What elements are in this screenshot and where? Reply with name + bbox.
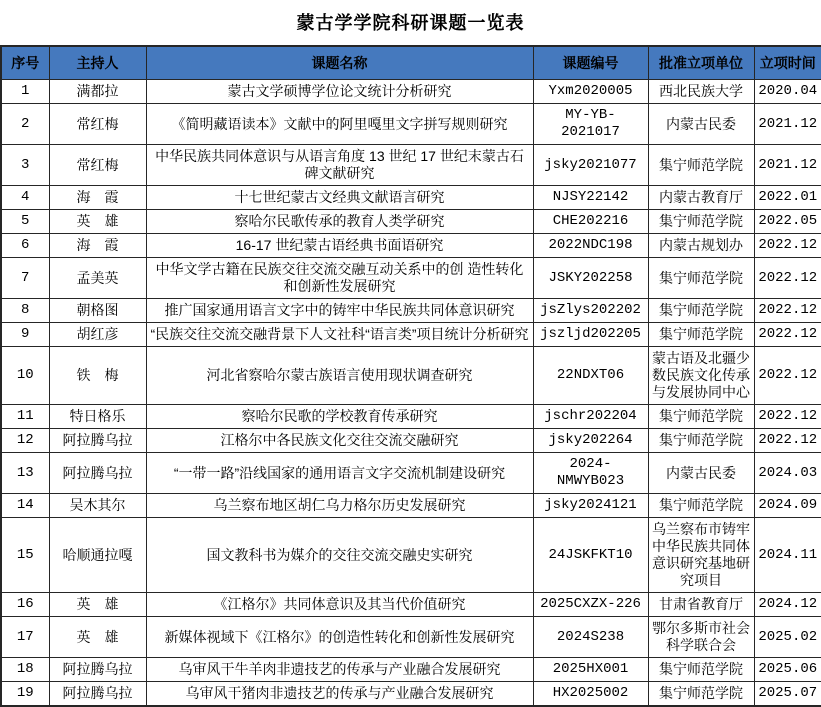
cell-project-code: jszljd202205 [533, 323, 648, 347]
cell-project-code: Yxm2020005 [533, 80, 648, 104]
table-row [1, 145, 821, 186]
cell-approving-unit: 集宁师范学院 [648, 323, 754, 347]
cell-row-number: 4 [1, 186, 49, 210]
cell-row-number: 11 [1, 405, 49, 429]
cell-project-name: 国文教科书为媒介的交往交流交融史实研究 [146, 518, 533, 593]
page-title: 蒙古学学院科研课题一览表 [296, 13, 525, 33]
cell-row-number: 12 [1, 429, 49, 453]
cell-project-name: 乌审风干牛羊肉非遗技艺的传承与产业融合发展研究 [146, 658, 533, 682]
cell-approval-date: 2022.12 [754, 323, 821, 347]
cell-approving-unit: 集宁师范学院 [648, 405, 754, 429]
cell-leader: 英 雄 [49, 210, 146, 234]
col-header-approving-unit: 批准立项单位 [648, 46, 754, 80]
table-row [1, 518, 821, 593]
cell-approval-date: 2024.12 [754, 593, 821, 617]
table-row [1, 658, 821, 682]
table-row [1, 405, 821, 429]
cell-leader: 阿拉腾乌拉 [49, 658, 146, 682]
cell-row-number: 19 [1, 682, 49, 707]
cell-approval-date: 2024.11 [754, 518, 821, 593]
cell-approval-date: 2020.04 [754, 80, 821, 104]
col-header-approval-date: 立项时间 [754, 46, 821, 80]
cell-leader: 铁 梅 [49, 347, 146, 405]
cell-leader: 常红梅 [49, 104, 146, 145]
cell-project-code: JSKY202258 [533, 258, 648, 299]
cell-approving-unit: 蒙古语及北疆少数民族文化传承与发展协同中心 [648, 347, 754, 405]
table-row [1, 104, 821, 145]
cell-row-number: 5 [1, 210, 49, 234]
cell-leader: 朝格图 [49, 299, 146, 323]
cell-project-name: 十七世纪蒙古文经典文献语言研究 [146, 186, 533, 210]
cell-row-number: 18 [1, 658, 49, 682]
cell-approving-unit: 内蒙古规划办 [648, 234, 754, 258]
table-row [1, 453, 821, 494]
cell-project-code: jschr202204 [533, 405, 648, 429]
cell-approving-unit: 集宁师范学院 [648, 258, 754, 299]
table-row [1, 347, 821, 405]
cell-approving-unit: 乌兰察布市铸牢中华民族共同体意识研究基地研究项目 [648, 518, 754, 593]
cell-approval-date: 2022.05 [754, 210, 821, 234]
cell-leader: 英 雄 [49, 593, 146, 617]
cell-row-number: 2 [1, 104, 49, 145]
cell-project-name: 乌兰察布地区胡仁乌力格尔历史发展研究 [146, 494, 533, 518]
cell-project-name: 《简明藏语读本》文献中的阿里嘎里文字拼写规则研究 [146, 104, 533, 145]
cell-approving-unit: 西北民族大学 [648, 80, 754, 104]
cell-approval-date: 2025.02 [754, 617, 821, 658]
cell-leader: 海 霞 [49, 186, 146, 210]
cell-approval-date: 2024.03 [754, 453, 821, 494]
cell-project-code: 2025CXZX-226 [533, 593, 648, 617]
cell-project-name: 江格尔中各民族文化交往交流交融研究 [146, 429, 533, 453]
cell-project-name: 16-17 世纪蒙古语经典书面语研究 [146, 234, 533, 258]
cell-approval-date: 2022.12 [754, 299, 821, 323]
cell-leader: 海 霞 [49, 234, 146, 258]
cell-approval-date: 2022.12 [754, 429, 821, 453]
cell-project-code: CHE202216 [533, 210, 648, 234]
cell-approving-unit: 内蒙古教育厅 [648, 186, 754, 210]
cell-approval-date: 2024.09 [754, 494, 821, 518]
cell-approval-date: 2025.06 [754, 658, 821, 682]
cell-project-name: 乌审风干猪肉非遗技艺的传承与产业融合发展研究 [146, 682, 533, 707]
cell-leader: 胡红彦 [49, 323, 146, 347]
col-header-project-code: 课题编号 [533, 46, 648, 80]
col-header-no: 序号 [1, 46, 49, 80]
cell-project-name: 《江格尔》共同体意识及其当代价值研究 [146, 593, 533, 617]
cell-approving-unit: 内蒙古民委 [648, 453, 754, 494]
cell-approving-unit: 甘肃省教育厅 [648, 593, 754, 617]
table-row [1, 80, 821, 104]
table-row [1, 186, 821, 210]
col-header-leader: 主持人 [49, 46, 146, 80]
cell-leader: 阿拉腾乌拉 [49, 429, 146, 453]
cell-project-code: 2025HX001 [533, 658, 648, 682]
header-row [1, 46, 821, 80]
cell-leader: 孟美英 [49, 258, 146, 299]
table-row [1, 258, 821, 299]
cell-project-code: 2024S238 [533, 617, 648, 658]
table-row [1, 429, 821, 453]
cell-approving-unit: 集宁师范学院 [648, 210, 754, 234]
cell-project-code: NJSY22142 [533, 186, 648, 210]
cell-row-number: 9 [1, 323, 49, 347]
table-row [1, 682, 821, 707]
cell-approval-date: 2022.12 [754, 405, 821, 429]
cell-approval-date: 2025.07 [754, 682, 821, 707]
cell-row-number: 15 [1, 518, 49, 593]
cell-row-number: 7 [1, 258, 49, 299]
cell-project-code: jsZlys202202 [533, 299, 648, 323]
cell-row-number: 3 [1, 145, 49, 186]
table-row [1, 234, 821, 258]
cell-approving-unit: 集宁师范学院 [648, 429, 754, 453]
cell-row-number: 8 [1, 299, 49, 323]
cell-row-number: 1 [1, 80, 49, 104]
table-row [1, 593, 821, 617]
cell-project-code: 2024-NMWYB023 [533, 453, 648, 494]
cell-row-number: 16 [1, 593, 49, 617]
cell-project-name: “一带一路”沿线国家的通用语言文字交流机制建设研究 [146, 453, 533, 494]
cell-project-name: 推广国家通用语言文字中的铸牢中华民族共同体意识研究 [146, 299, 533, 323]
cell-project-code: 22NDXT06 [533, 347, 648, 405]
cell-project-code: 2022NDC198 [533, 234, 648, 258]
col-header-project-name: 课题名称 [146, 46, 533, 80]
cell-row-number: 14 [1, 494, 49, 518]
cell-approval-date: 2021.12 [754, 145, 821, 186]
cell-leader: 阿拉腾乌拉 [49, 682, 146, 707]
cell-approving-unit: 集宁师范学院 [648, 494, 754, 518]
cell-leader: 阿拉腾乌拉 [49, 453, 146, 494]
cell-leader: 英 雄 [49, 617, 146, 658]
table-row [1, 617, 821, 658]
cell-row-number: 6 [1, 234, 49, 258]
table-row [1, 299, 821, 323]
cell-project-name: 新媒体视域下《江格尔》的创造性转化和创新性发展研究 [146, 617, 533, 658]
cell-project-name: 察哈尔民歌传承的教育人类学研究 [146, 210, 533, 234]
cell-approving-unit: 集宁师范学院 [648, 682, 754, 707]
cell-approving-unit: 鄂尔多斯市社会科学联合会 [648, 617, 754, 658]
research-projects-table [0, 45, 821, 707]
cell-approving-unit: 集宁师范学院 [648, 299, 754, 323]
cell-project-code: MY-YB-2021017 [533, 104, 648, 145]
cell-leader: 满都拉 [49, 80, 146, 104]
cell-project-code: HX2025002 [533, 682, 648, 707]
cell-approving-unit: 集宁师范学院 [648, 145, 754, 186]
cell-row-number: 17 [1, 617, 49, 658]
cell-approval-date: 2022.12 [754, 347, 821, 405]
cell-project-name: 察哈尔民歌的学校教育传承研究 [146, 405, 533, 429]
cell-project-name: 中华文学古籍在民族交往交流交融互动关系中的创 造性转化和创新性发展研究 [146, 258, 533, 299]
cell-approval-date: 2021.12 [754, 104, 821, 145]
cell-leader: 哈顺通拉嘎 [49, 518, 146, 593]
cell-approving-unit: 内蒙古民委 [648, 104, 754, 145]
cell-leader: 常红梅 [49, 145, 146, 186]
cell-approval-date: 2022.12 [754, 234, 821, 258]
cell-approving-unit: 集宁师范学院 [648, 658, 754, 682]
cell-project-code: jsky202264 [533, 429, 648, 453]
cell-approval-date: 2022.12 [754, 258, 821, 299]
cell-project-code: jsky2021077 [533, 145, 648, 186]
cell-leader: 特日格乐 [49, 405, 146, 429]
table-row [1, 494, 821, 518]
cell-project-code: jsky2024121 [533, 494, 648, 518]
cell-project-name: 蒙古文学硕博学位论文统计分析研究 [146, 80, 533, 104]
table-row [1, 323, 821, 347]
cell-project-name: 中华民族共同体意识与从语言角度 13 世纪 17 世纪末蒙古石碑文献研究 [146, 145, 533, 186]
table-row [1, 210, 821, 234]
cell-project-name: “民族交往交流交融背景下人文社科“语言类”项目统计分析研究 [146, 323, 533, 347]
cell-leader: 吴木其尔 [49, 494, 146, 518]
cell-approval-date: 2022.01 [754, 186, 821, 210]
table-body [1, 80, 821, 707]
cell-row-number: 10 [1, 347, 49, 405]
cell-project-code: 24JSKFKT10 [533, 518, 648, 593]
cell-row-number: 13 [1, 453, 49, 494]
cell-project-name: 河北省察哈尔蒙古族语言使用现状调查研究 [146, 347, 533, 405]
